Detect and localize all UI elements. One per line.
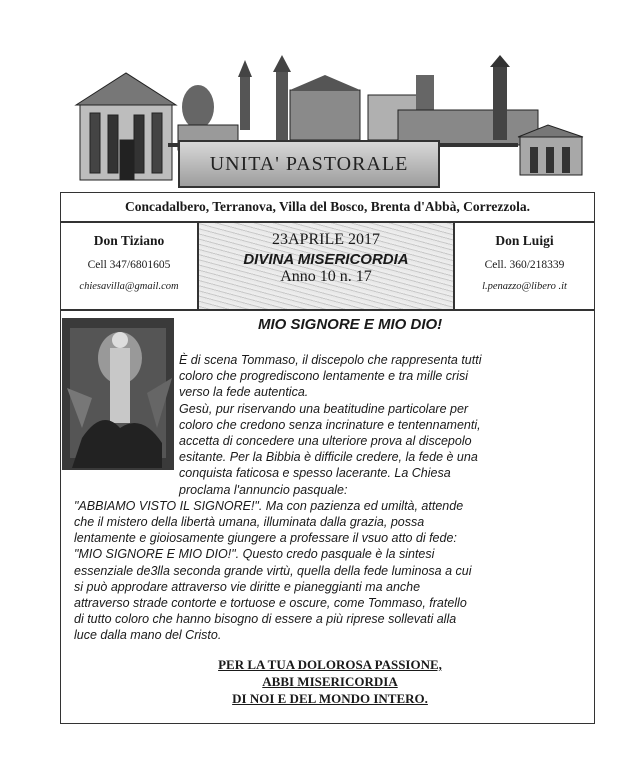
feast-title: DIVINA MISERICORDIA bbox=[243, 251, 409, 268]
article-line: coloro che progrediscono lentamente e tra mille crisi bbox=[179, 369, 469, 384]
issue-box bbox=[198, 222, 454, 310]
priest-right-name: Don Luigi bbox=[495, 233, 554, 248]
article-line: di tutto coloro che hanno bisogno di essere a più riprese sollevati alla bbox=[74, 612, 457, 627]
article-line: È di scena Tommaso, il discepolo che rappresenta tutti bbox=[179, 353, 482, 367]
closing-prayer bbox=[180, 656, 480, 707]
issue-date: 23APRILE 2017 bbox=[272, 231, 380, 248]
article-line: accetta di concedere una ulteriore prova al discepolo bbox=[179, 434, 472, 449]
article-line: essenziale de3lla seconda grande virtù, quella della fede luminosa a cui bbox=[74, 563, 472, 578]
parish-banner: UNITA' PASTORALE bbox=[178, 140, 440, 188]
article-line: coloro che credono senza incrinature e tentennamenti, bbox=[179, 417, 481, 432]
article-line: "ABBIAMO VISTO IL SIGNORE!". Ma con pazienza ed umiltà, attende bbox=[74, 498, 464, 513]
article-line: si può approdare attraverso vie diritte e pianeggianti ma anche bbox=[74, 579, 421, 594]
article-body bbox=[74, 352, 579, 644]
article-line: attraverso strade contorte e tortuose e oscure, come Tommaso, fratello bbox=[74, 596, 467, 611]
article-line: verso la fede autentica. bbox=[179, 385, 309, 400]
closing-line: ABBI MISERICORDIA bbox=[262, 674, 398, 689]
article-line: conquista faticosa e spesso lacerante. La Chiesa bbox=[179, 466, 451, 481]
closing-line: DI NOI E DEL MONDO INTERO. bbox=[232, 691, 428, 706]
priest-left-box bbox=[60, 222, 198, 310]
article-line: proclama l'annuncio pasquale: bbox=[179, 482, 348, 497]
priest-left-name: Don Tiziano bbox=[93, 233, 165, 248]
towns-list: Concadalbero, Terranova, Villa del Bosco, Brenta d'Abbà, Correzzola. bbox=[60, 192, 595, 222]
article-line: esitante. Per la Bibbia è difficile credere, la fede è una bbox=[179, 450, 478, 465]
article-line: Gesù, pur riservando una beatitudine particolare per bbox=[179, 401, 469, 416]
article-title: MIO SIGNORE E MIO DIO! bbox=[258, 316, 443, 333]
priest-left-email[interactable]: chiesavilla@gmail.com bbox=[79, 281, 179, 292]
priest-right-box bbox=[454, 222, 595, 310]
priest-right-email[interactable]: l.penazzo@libero .it bbox=[482, 281, 567, 292]
article-line: lentamente e gioiosamente giungere a professare il vsuo atto di fede: bbox=[74, 531, 457, 546]
article-line: luce dalla mano del Cristo. bbox=[74, 628, 222, 643]
issue-number: Anno 10 n. 17 bbox=[280, 268, 372, 285]
priest-right-cell: Cell. 360/218339 bbox=[484, 259, 565, 271]
article-line: "MIO SIGNORE E MIO DIO!". Questo credo pasquale è la sintesi bbox=[74, 547, 435, 562]
priest-left-cell: Cell 347/6801605 bbox=[87, 259, 171, 271]
article-line: che il mistero della libertà umana, illuminata dalla grazia, possa bbox=[74, 515, 425, 530]
closing-line: PER LA TUA DOLOROSA PASSIONE, bbox=[218, 657, 442, 672]
